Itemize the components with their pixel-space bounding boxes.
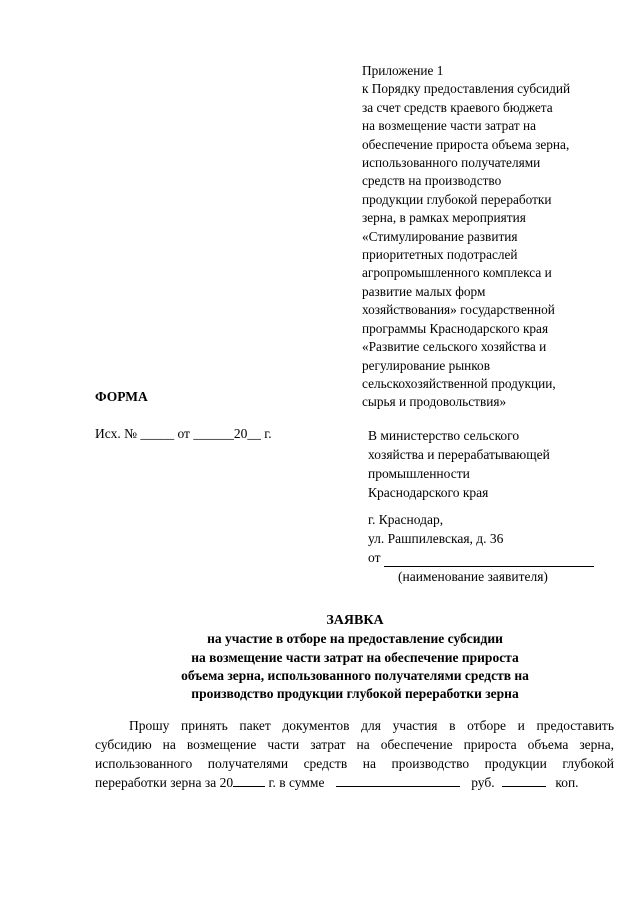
address-city: г. Краснодар, — [368, 512, 444, 527]
appendix-line: развитие малых форм — [362, 283, 486, 299]
title-subline: на возмещение части затрат на обеспечение прироста — [191, 649, 519, 665]
amount-label: г. в сумме — [268, 775, 325, 790]
request-paragraph — [95, 716, 614, 792]
kopecks-label: коп. — [555, 775, 579, 790]
appendix-line: к Порядку предоставления субсидий — [362, 81, 571, 97]
appendix-block — [362, 62, 622, 412]
period-label: переработки зерна за 20 — [95, 775, 234, 790]
appendix-line: «Развитие сельского хозяйства и — [362, 339, 547, 355]
paragraph-line: Прошу принять пакет документов для участия в отборе и предоставить — [129, 718, 614, 733]
appendix-line: средств на производство — [362, 173, 502, 189]
recipient-line: промышленности — [368, 466, 470, 481]
applicant-caption: (наименование заявителя) — [398, 569, 548, 584]
appendix-line: сырья и продовольствия» — [362, 394, 507, 410]
year-blank — [233, 774, 265, 787]
appendix-line: «Стимулирование развития — [362, 228, 518, 244]
rubles-label: руб. — [471, 775, 495, 790]
document-title: ЗАЯВКА — [326, 613, 384, 628]
title-subline: объема зерна, использованного получателями средств на — [181, 667, 529, 683]
appendix-line: Приложение 1 — [362, 63, 444, 78]
ref-from: от — [177, 426, 190, 441]
form-label: ФОРМА — [95, 389, 148, 404]
title-subline: на участие в отборе на предоставление субсидии — [207, 631, 503, 647]
document-title-block — [95, 612, 615, 703]
paragraph-line-amount — [95, 773, 614, 792]
ref-prefix: Исх. № — [95, 426, 137, 441]
outgoing-reference-line — [95, 426, 272, 442]
appendix-line: программы Краснодарского края — [362, 320, 549, 336]
kopecks-blank — [502, 774, 546, 787]
appendix-line: использованного получателями — [362, 155, 541, 171]
ref-year: 20__ г. — [233, 426, 272, 441]
recipient-line: Краснодарского края — [368, 485, 489, 500]
recipient-line: хозяйства и перерабатывающей — [368, 447, 550, 462]
applicant-from-line — [368, 548, 618, 567]
appendix-line: хозяйствования» государственной — [362, 302, 555, 318]
recipient-line: В министерство сельского — [368, 428, 520, 443]
ref-date-blank: ______ — [193, 426, 234, 441]
rubles-blank — [336, 774, 460, 787]
recipient-block — [368, 426, 618, 502]
appendix-line: зерна, в рамках мероприятия — [362, 210, 526, 226]
appendix-line: за счет средств краевого бюджета — [362, 99, 553, 115]
appendix-line: регулирование рынков — [362, 357, 490, 373]
appendix-line: на возмещение части затрат на — [362, 118, 537, 134]
applicant-name-blank — [384, 552, 594, 567]
appendix-line: агропромышленного комплекса и — [362, 265, 552, 281]
title-subline: производство продукции глубокой переработки зерна — [191, 686, 519, 702]
address-block — [368, 510, 618, 586]
ref-number-blank: _____ — [140, 426, 175, 441]
appendix-line: приоритетных подотраслей — [362, 247, 518, 263]
appendix-line: сельскохозяйственной продукции, — [362, 375, 556, 391]
address-street: ул. Рашпилевская, д. 36 — [368, 531, 504, 546]
paragraph-line: субсидию на возмещение части затрат на обеспечение прироста объема зерна, — [95, 737, 614, 752]
applicant-from-label: от — [368, 550, 381, 565]
appendix-line: обеспечение прироста объема зерна, — [362, 136, 570, 152]
appendix-line: продукции глубокой переработки — [362, 191, 552, 207]
paragraph-line: использованного получателями средств на производство продукции глубокой — [95, 756, 614, 771]
